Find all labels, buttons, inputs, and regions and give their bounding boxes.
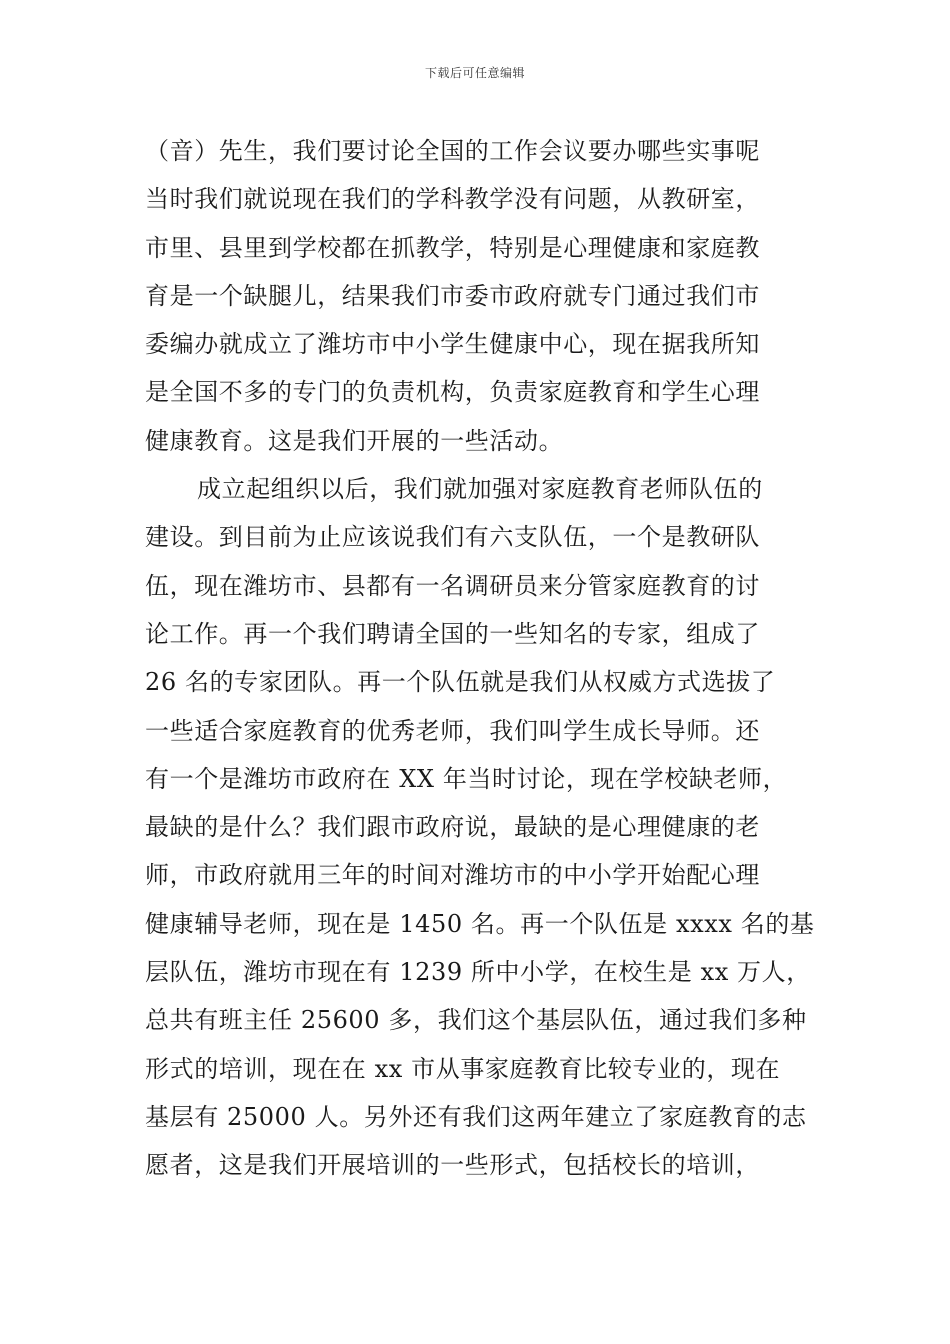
text-line: 市里、县里到学校都在抓教学，特别是心理健康和家庭教 — [145, 233, 760, 262]
text-line: 健康教育。这是我们开展的一些活动。 — [145, 426, 564, 455]
text-line: 最缺的是什么？我们跟市政府说，最缺的是心理健康的老 — [145, 813, 760, 842]
text-line: 有一个是潍坊市政府在 XX 年当时讨论，现在学校缺老师， — [145, 764, 788, 793]
text-line: 建设。到目前为止应该说我们有六支队伍，一个是教研队 — [145, 523, 760, 552]
text-line: 师，市政府就用三年的时间对潍坊市的中小学开始配心理 — [145, 861, 760, 890]
text-line: 一些适合家庭教育的优秀老师，我们叫学生成长导师。还 — [145, 716, 760, 745]
text-line: 论工作。再一个我们聘请全国的一些知名的专家，组成了 — [145, 619, 760, 648]
text-line: 育是一个缺腿儿，结果我们市委市政府就专门通过我们市 — [145, 281, 760, 310]
text-line: （音）先生，我们要讨论全国的工作会议要办哪些实事呢 — [145, 137, 760, 165]
text-line: 伍，现在潍坊市、县都有一名调研员来分管家庭教育的讨 — [145, 571, 760, 600]
document-body — [145, 127, 815, 1190]
text-line: 层队伍，潍坊市现在有 1239 所中小学，在校生是 xx 万人， — [145, 958, 811, 987]
text-line: 总共有班主任 25600 多，我们这个基层队伍，通过我们多种 — [145, 1006, 807, 1035]
page-header: 下载后可任意编辑 — [424, 66, 525, 80]
text-line: 愿者，这是我们开展培训的一些形式，包括校长的培训， — [145, 1151, 760, 1180]
text-line: 形式的培训，现在在 xx 市从事家庭教育比较专业的，现在 — [145, 1054, 781, 1083]
text-line: 成立起组织以后，我们就加强对家庭教育老师队伍的 — [197, 475, 763, 504]
text-line: 当时我们就说现在我们的学科教学没有问题，从教研室， — [145, 185, 760, 214]
text-line: 委编办就成立了潍坊市中小学生健康中心，现在据我所知 — [145, 330, 760, 359]
text-line: 26 名的专家团队。再一个队伍就是我们从权威方式选拔了 — [145, 668, 776, 697]
text-line: 健康辅导老师，现在是 1450 名。再一个队伍是 xxxx 名的基 — [145, 909, 815, 938]
text-line: 基层有 25000 人。另外还有我们这两年建立了家庭教育的志 — [145, 1102, 807, 1131]
text-line: 是全国不多的专门的负责机构，负责家庭教育和学生心理 — [145, 378, 760, 407]
